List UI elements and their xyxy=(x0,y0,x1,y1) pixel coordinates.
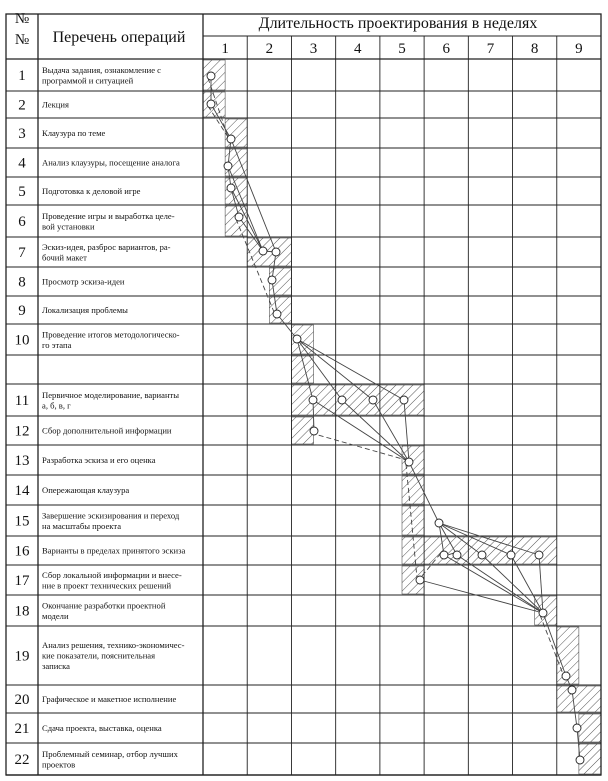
hatched-bar xyxy=(402,476,424,504)
week-number: 2 xyxy=(265,41,274,57)
operation-number: 4 xyxy=(18,155,26,172)
operation-number: 7 xyxy=(18,245,26,261)
hatched-bar xyxy=(225,119,247,147)
network-nodes xyxy=(207,72,584,764)
network-links xyxy=(208,76,580,760)
operation-number: 19 xyxy=(14,648,30,665)
hatched-bar xyxy=(247,238,291,266)
network-node xyxy=(207,100,215,108)
operation-number: 6 xyxy=(18,214,26,230)
network-node xyxy=(227,135,235,143)
operation-name: Выдача задания, ознакомление с xyxy=(42,64,161,75)
operation-name: вой установки xyxy=(42,221,95,232)
network-node xyxy=(272,248,280,256)
network-node xyxy=(259,247,267,255)
operation-name: модели xyxy=(42,610,69,621)
network-node xyxy=(535,551,543,559)
operation-name: на масштабы проекта xyxy=(42,520,122,531)
operation-name: Завершение эскизирования и переход xyxy=(42,510,180,521)
network-node xyxy=(293,335,301,343)
duration-header: Длительность проектирования в неделях xyxy=(258,15,538,32)
operation-number: 14 xyxy=(14,483,30,499)
operation-number: 1 xyxy=(18,68,26,84)
network-node xyxy=(440,551,448,559)
network-node xyxy=(507,551,515,559)
network-node xyxy=(435,519,443,527)
operations-header: Перечень операций xyxy=(52,29,186,46)
operation-name: Сдача проекта, выставка, оценка xyxy=(42,723,162,733)
network-node xyxy=(227,184,235,192)
operation-number: 2 xyxy=(18,97,26,114)
week-number: 4 xyxy=(354,41,362,57)
network-node xyxy=(310,427,318,435)
week-number: 7 xyxy=(486,41,495,57)
operation-name: Окончание разработки проектной xyxy=(42,600,166,611)
week-number: 9 xyxy=(575,41,583,57)
operation-name: программой и ситуацией xyxy=(42,75,134,86)
hatched-bar xyxy=(269,297,291,323)
operation-number: 17 xyxy=(14,573,30,589)
number-header-line1: № xyxy=(14,11,30,27)
hatched-bar xyxy=(225,206,247,236)
operation-name: Сбор локальной информации и внесе- xyxy=(42,569,182,580)
network-node xyxy=(576,756,584,764)
operation-number: 20 xyxy=(14,692,30,708)
network-node xyxy=(268,276,276,284)
hatched-bar xyxy=(402,506,424,535)
operation-name: записка xyxy=(42,661,70,671)
operation-name: проектов xyxy=(42,759,76,770)
operation-number: 13 xyxy=(14,453,30,469)
operation-number: 18 xyxy=(14,603,30,620)
number-header-line2: № xyxy=(14,32,30,48)
operation-number: 11 xyxy=(14,393,30,409)
operation-name: Проведение игры и выработка целе- xyxy=(42,210,175,221)
operation-name: Проведение итогов методологическо- xyxy=(42,329,180,340)
operation-name: Варианты в пределах принятого эскиза xyxy=(42,545,186,556)
operation-number: 8 xyxy=(18,274,26,291)
network-node xyxy=(369,396,377,404)
operation-name: Подготовка к деловой игре xyxy=(42,186,141,196)
network-node xyxy=(568,686,576,694)
operation-name: Анализ решения, технико-экономичес- xyxy=(42,640,185,650)
operation-name: Разработка эскиза и его оценка xyxy=(42,455,156,465)
week-number: 3 xyxy=(309,41,318,57)
operation-name: Опережающая клаузура xyxy=(42,485,130,495)
operation-number: 22 xyxy=(14,752,30,768)
network-node xyxy=(309,396,317,404)
operation-name: Клаузура по теме xyxy=(42,128,106,138)
operation-number: 9 xyxy=(18,303,26,319)
week-number: 1 xyxy=(221,41,229,57)
operation-number: 12 xyxy=(14,423,30,440)
operation-name: Просмотр эскиза-идеи xyxy=(42,276,125,287)
operation-name: Сбор дополнительной информации xyxy=(42,425,172,436)
hatched-bar xyxy=(579,714,601,742)
operation-name: Анализ клаузуры, посещение аналога xyxy=(42,157,180,168)
network-node xyxy=(478,551,486,559)
network-node xyxy=(224,162,232,170)
network-node xyxy=(539,609,547,617)
hatched-bars xyxy=(203,60,601,774)
operation-number: 5 xyxy=(18,184,26,200)
operation-number: 3 xyxy=(18,126,26,142)
network-node xyxy=(400,396,408,404)
operation-number: 10 xyxy=(14,332,30,349)
operation-name: кие показатели, пояснительная xyxy=(42,650,156,661)
week-number: 8 xyxy=(530,41,539,57)
operation-name: Графическое и макетное исполнение xyxy=(42,694,177,704)
network-node xyxy=(573,724,581,732)
operation-name: Первичное моделирование, варианты xyxy=(42,389,180,400)
operation-name: Эскиз-идея, разброс вариантов, ра- xyxy=(42,241,171,252)
link-solid xyxy=(420,580,543,613)
hatched-bar xyxy=(557,686,601,712)
operation-name: а, б, в, г xyxy=(42,400,71,411)
operation-number: 21 xyxy=(14,721,30,737)
operation-name: Локализация проблемы xyxy=(42,305,128,315)
week-number: 6 xyxy=(442,41,450,57)
network-node xyxy=(562,672,570,680)
week-number: 5 xyxy=(398,41,406,57)
network-node xyxy=(207,72,215,80)
network-node xyxy=(235,213,243,221)
operation-name: Лекция xyxy=(42,99,69,110)
network-node xyxy=(338,396,346,404)
operation-name: бочий макет xyxy=(42,252,87,263)
operation-number: 16 xyxy=(14,543,30,560)
operation-number: 15 xyxy=(14,513,30,530)
network-node xyxy=(405,458,413,466)
network-node xyxy=(416,576,424,584)
network-node xyxy=(453,551,461,559)
operation-name: Проблемный семинар, отбор лучших xyxy=(42,748,178,759)
operation-name: го этапа xyxy=(42,339,72,350)
network-node xyxy=(273,310,281,318)
operation-name: ние в проект технических решений xyxy=(42,580,172,591)
